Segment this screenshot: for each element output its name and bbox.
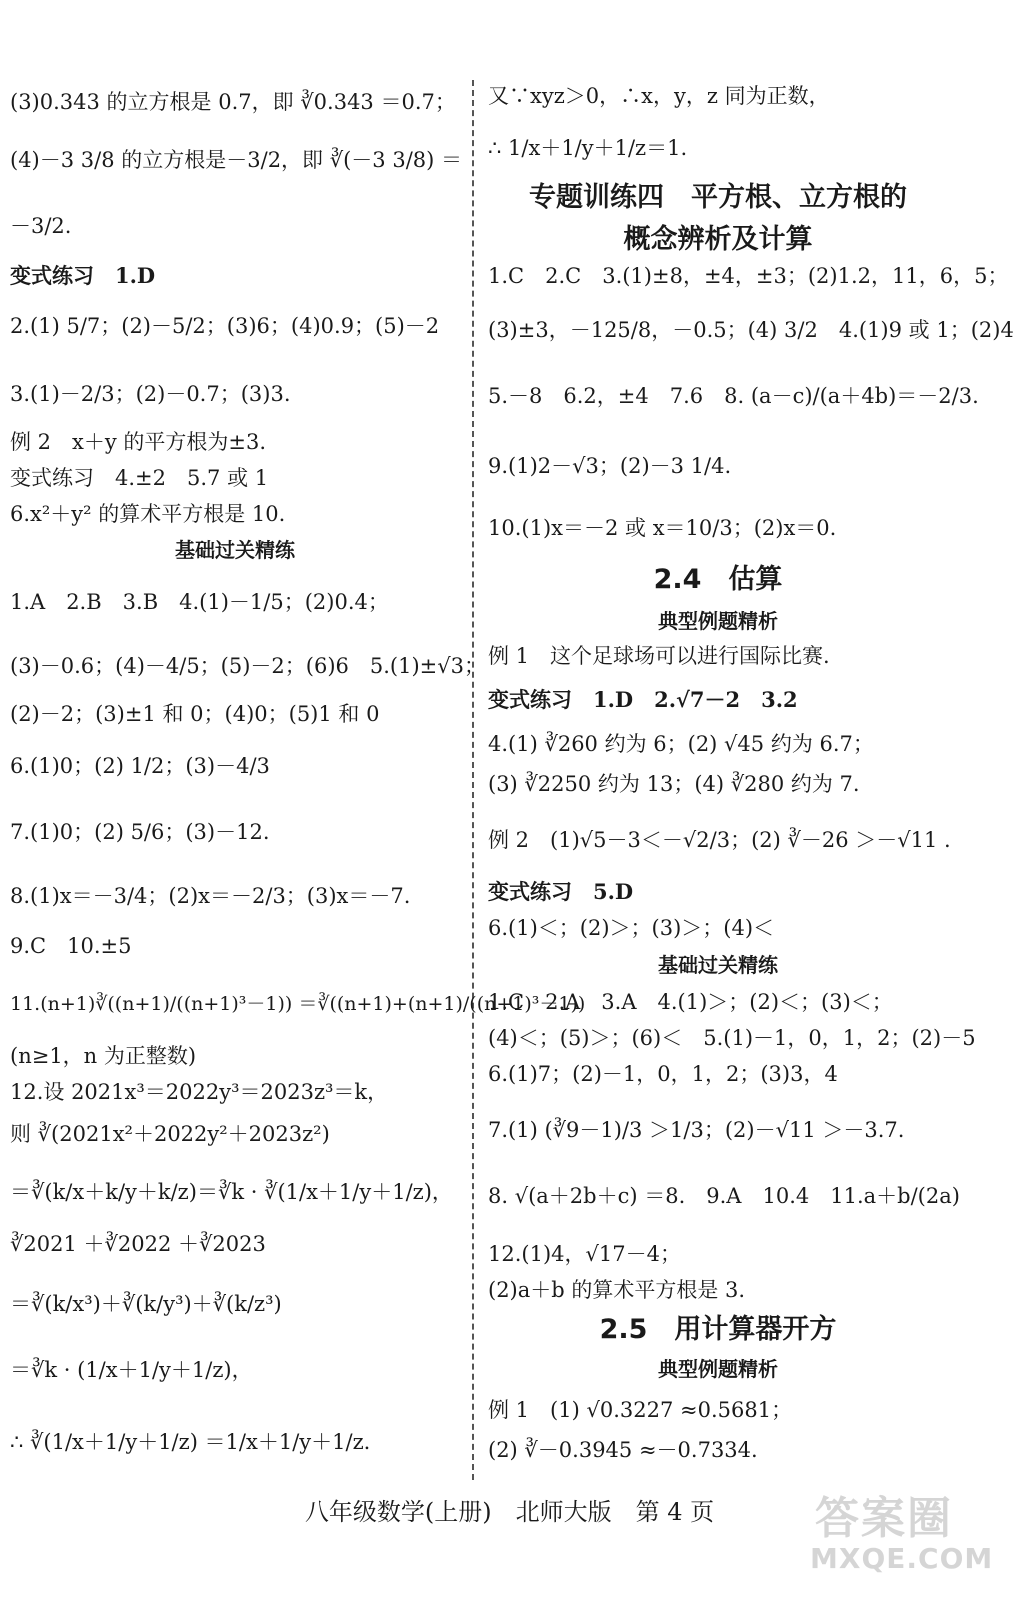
answer-line: ∴ 1/x＋1/y＋1/z＝1. [488, 136, 688, 160]
answer-line: (3)±3，－125/8，－0.5；(4) 3/2 4.(1)9 或 1；(2)4 [488, 318, 1014, 342]
answer-line: 8. √(a＋2b＋c) ＝8. 9.A 10.4 11.a＋b/(2a) [488, 1184, 960, 1208]
section-heading: 2.4 估算 [653, 564, 783, 595]
answer-line: 4.(1) ∛260 约为 6；(2) √45 约为 6.7； [488, 732, 874, 756]
answer-line: 12.(1)4，√17－4； [488, 1242, 681, 1266]
answer-line: 9.(1)2－√3；(2)－3 1/4. [488, 454, 732, 478]
section-label: 变式练习 1.D 2.√7－2 3.2 [488, 687, 798, 712]
answer-line: 5.－8 6.2，±4 7.6 8. (a－c)/(a＋4b)＝－2/3. [488, 384, 979, 408]
answer-line: ∴ ∛(1/x＋1/y＋1/z) ＝1/x＋1/y＋1/z. [10, 1430, 371, 1454]
watermark-title: 答案圈 [815, 1493, 953, 1544]
answer-line: (3)0.343 的立方根是 0.7，即 ∛0.343 ＝0.7； [10, 90, 456, 114]
answer-line: 例 2 (1)√5－3＜－√2/3；(2) ∛－26 ＞－√11 . [488, 828, 951, 852]
watermark-url: MXQE.COM [810, 1542, 994, 1575]
answer-line: (4)＜；(5)＞；(6)＜ 5.(1)－1，0，1，2；(2)－5 [488, 1026, 976, 1050]
answer-line: 又∵xyz＞0，∴x，y，z 同为正数， [488, 84, 830, 108]
answer-line: 11.(n+1)∛((n+1)/((n+1)³－1)) ＝∛((n+1)+(n+1)/((n+1)³－1)) [10, 993, 586, 1015]
answer-line: ＝∛(k/x³)＋∛(k/y³)＋∛(k/z³) [10, 1292, 282, 1316]
answer-line: 10.(1)x＝－2 或 x＝10/3；(2)x＝0. [488, 516, 837, 540]
answer-line: 1.C 2.A 3.A 4.(1)＞；(2)＜；(3)＜； [488, 990, 893, 1014]
answer-line: (n≥1，n 为正整数) [10, 1044, 197, 1068]
answer-line: ∛2021 ＋∛2022 ＋∛2023 [10, 1232, 266, 1256]
answer-line: 例 1 (1) √0.3227 ≈0.5681； [488, 1398, 793, 1422]
answer-line: 6.(1)7；(2)－1，0，1，2；(3)3，4 [488, 1062, 838, 1086]
answer-line: 9.C 10.±5 [10, 934, 132, 958]
answer-line: (4)－3 3/8 的立方根是－3/2，即 ∛(－3 3/8) ＝ [10, 148, 463, 172]
section-label: 变式练习 1.D [10, 263, 156, 288]
answer-line: (3)－0.6；(4)－4/5；(5)－2；(6)6 5.(1)±√3； [10, 654, 486, 678]
page-footer: 八年级数学(上册) 北师大版 第 4 页 [304, 1498, 715, 1526]
answer-line: 则 ∛(2021x²＋2022y²＋2023z²) [10, 1122, 330, 1146]
answer-line: 2.(1) 5/7；(2)－5/2；(3)6；(4)0.9；(5)－2 [10, 314, 440, 338]
answer-line: 8.(1)x＝－3/4；(2)x＝－2/3；(3)x＝－7. [10, 884, 411, 908]
watermark-logo [790, 1472, 1005, 1582]
answer-line: 7.(1)0；(2) 5/6；(3)－12. [10, 820, 270, 844]
answer-line: －3/2. [10, 214, 72, 238]
answer-line: 7.(1) (∛9－1)/3 ＞1/3；(2)－√11 ＞－3.7. [488, 1118, 905, 1142]
section-heading: 基础过关精练 [175, 538, 295, 562]
section-heading: 概念辨析及计算 [623, 224, 813, 255]
answer-line: 例 2 x＋y 的平方根为±3. [10, 430, 267, 454]
section-label: 变式练习 5.D [488, 879, 634, 904]
answer-line: 6.(1)＜；(2)＞；(3)＞；(4)＜ [488, 916, 775, 940]
answer-line: 1.A 2.B 3.B 4.(1)－1/5；(2)0.4； [10, 590, 389, 614]
answer-line: ＝∛(k/x＋k/y＋k/z)＝∛k · ∛(1/x＋1/y＋1/z)， [10, 1180, 453, 1204]
answer-line: (3) ∛2250 约为 13；(4) ∛280 约为 7. [488, 772, 860, 796]
answer-line: 例 1 这个足球场可以进行国际比赛. [488, 644, 830, 668]
section-heading: 专题训练四 平方根、立方根的 [529, 182, 907, 213]
answer-line: 12.设 2021x³＝2022y³＝2023z³＝k， [10, 1080, 389, 1104]
answer-line: 1.C 2.C 3.(1)±8，±4，±3；(2)1.2，11，6，5； [488, 264, 1009, 288]
answer-line: ＝∛k · (1/x＋1/y＋1/z)， [10, 1358, 253, 1382]
answer-line: 3.(1)－2/3；(2)－0.7；(3)3. [10, 382, 291, 406]
answer-line: (2) ∛－0.3945 ≈－0.7334. [488, 1438, 758, 1462]
answer-line: 变式练习 4.±2 5.7 或 1 [10, 466, 269, 490]
answer-line: 6.(1)0；(2) 1/2；(3)－4/3 [10, 754, 270, 778]
section-heading: 典型例题精析 [658, 609, 778, 633]
section-heading: 典型例题精析 [658, 1357, 778, 1381]
answer-line: (2)a＋b 的算术平方根是 3. [488, 1278, 746, 1302]
section-heading: 基础过关精练 [658, 953, 778, 977]
column-divider [472, 80, 474, 1480]
answer-line: 6.x²＋y² 的算术平方根是 10. [10, 502, 286, 526]
section-heading: 2.5 用计算器开方 [599, 1314, 837, 1345]
answer-line: (2)－2；(3)±1 和 0；(4)0；(5)1 和 0 [10, 702, 380, 726]
